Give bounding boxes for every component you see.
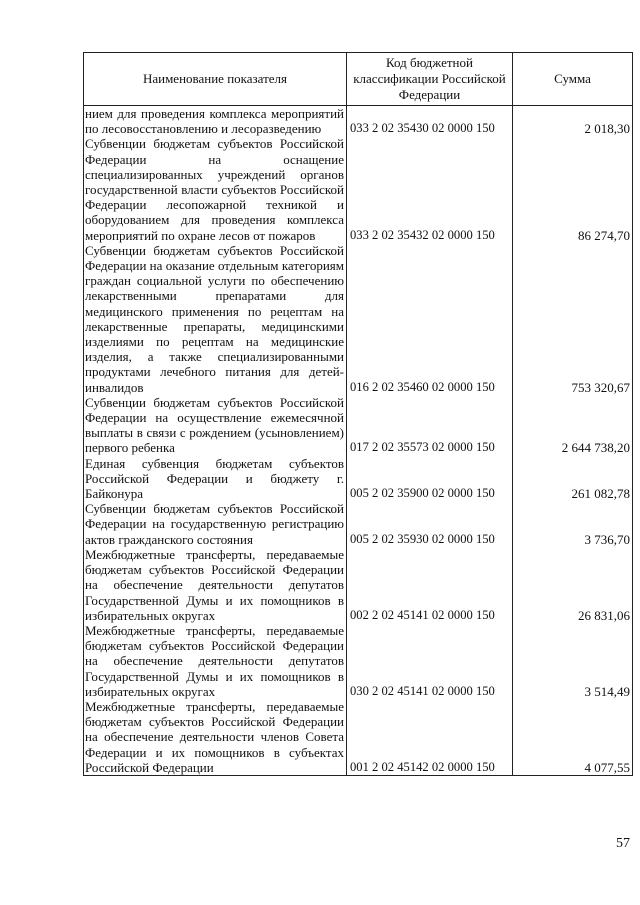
row-budget-code: 016 2 02 35460 02 0000 150	[347, 243, 513, 395]
row-sum: 4 077,55	[513, 699, 633, 776]
row-sum: 2 644 738,20	[513, 395, 633, 456]
table-row	[84, 395, 633, 456]
table-row	[84, 501, 633, 547]
row-budget-code: 001 2 02 45142 02 0000 150	[347, 699, 513, 776]
table-row	[84, 456, 633, 502]
table-row	[84, 699, 633, 776]
row-indicator-name: Субвенции бюджетам субъектов Российской Федерации на государственную регистрацию актов гражданского состояния	[84, 501, 347, 547]
row-indicator-name: Межбюджетные трансферты, передаваемые бюджетам субъектов Российской Федерации на обеспечение деятельности депутатов Государственной Думы и их помощников в избирательных округах	[84, 623, 347, 699]
row-budget-code: 017 2 02 35573 02 0000 150	[347, 395, 513, 456]
budget-table	[83, 52, 633, 776]
table-row	[84, 106, 633, 137]
row-indicator-name: Единая субвенция бюджетам субъектов Российской Федерации и бюджету г. Байконура	[84, 456, 347, 502]
row-budget-code: 005 2 02 35900 02 0000 150	[347, 456, 513, 502]
row-budget-code: 030 2 02 45141 02 0000 150	[347, 623, 513, 699]
row-sum: 26 831,06	[513, 547, 633, 623]
row-budget-code: 002 2 02 45141 02 0000 150	[347, 547, 513, 623]
table-header-row	[84, 53, 633, 106]
header-indicator-name: Наименование показателя	[84, 53, 347, 106]
row-sum: 2 018,30	[513, 106, 633, 137]
row-budget-code: 033 2 02 35430 02 0000 150	[347, 106, 513, 137]
row-indicator-name: Межбюджетные трансферты, передаваемые бюджетам субъектов Российской Федерации на обеспечение деятельности депутатов Государственной Думы и их помощников в избирательных округах	[84, 547, 347, 623]
row-indicator-name: нием для проведения комплекса мероприятий по лесовосстановлению и лесоразведению	[84, 106, 347, 137]
header-budget-code: Код бюджетной классификации Российской Федерации	[347, 53, 513, 106]
row-sum: 261 082,78	[513, 456, 633, 502]
row-sum: 3 514,49	[513, 623, 633, 699]
row-budget-code: 005 2 02 35930 02 0000 150	[347, 501, 513, 547]
row-sum: 86 274,70	[513, 136, 633, 242]
header-sum: Сумма	[513, 53, 633, 106]
row-indicator-name: Субвенции бюджетам субъектов Российской Федерации на осуществление ежемесячной выплаты в связи с рождением (усыновлением) первого ребенка	[84, 395, 347, 456]
row-sum: 753 320,67	[513, 243, 633, 395]
table-row	[84, 136, 633, 242]
row-sum: 3 736,70	[513, 501, 633, 547]
table-row	[84, 623, 633, 699]
row-indicator-name: Субвенции бюджетам субъектов Российской Федерации на оснащение специализированных учреждений органов государственной власти субъектов Российской Федерации лесопожарной техникой и оборудованием для проведения комплекса мероприятий по охране лесов от пожаров	[84, 136, 347, 242]
table-row	[84, 243, 633, 395]
row-budget-code: 033 2 02 35432 02 0000 150	[347, 136, 513, 242]
table-row	[84, 547, 633, 623]
row-indicator-name: Субвенции бюджетам субъектов Российской Федерации на оказание отдельным категориям граждан социальной услуги по обеспечению лекарственными препаратами для медицинского применения по рецептам на лекарственные препараты, медицинскими изделиями по рецептам на медицинские изделия, а также специализированными продуктами лечебного питания для детей-инвалидов	[84, 243, 347, 395]
page-number: 57	[616, 836, 630, 851]
budget-table-container	[83, 52, 632, 776]
row-indicator-name: Межбюджетные трансферты, передаваемые бюджетам субъектов Российской Федерации на обеспечение деятельности членов Совета Федерации и их помощников в субъектах Российской Федерации	[84, 699, 347, 776]
